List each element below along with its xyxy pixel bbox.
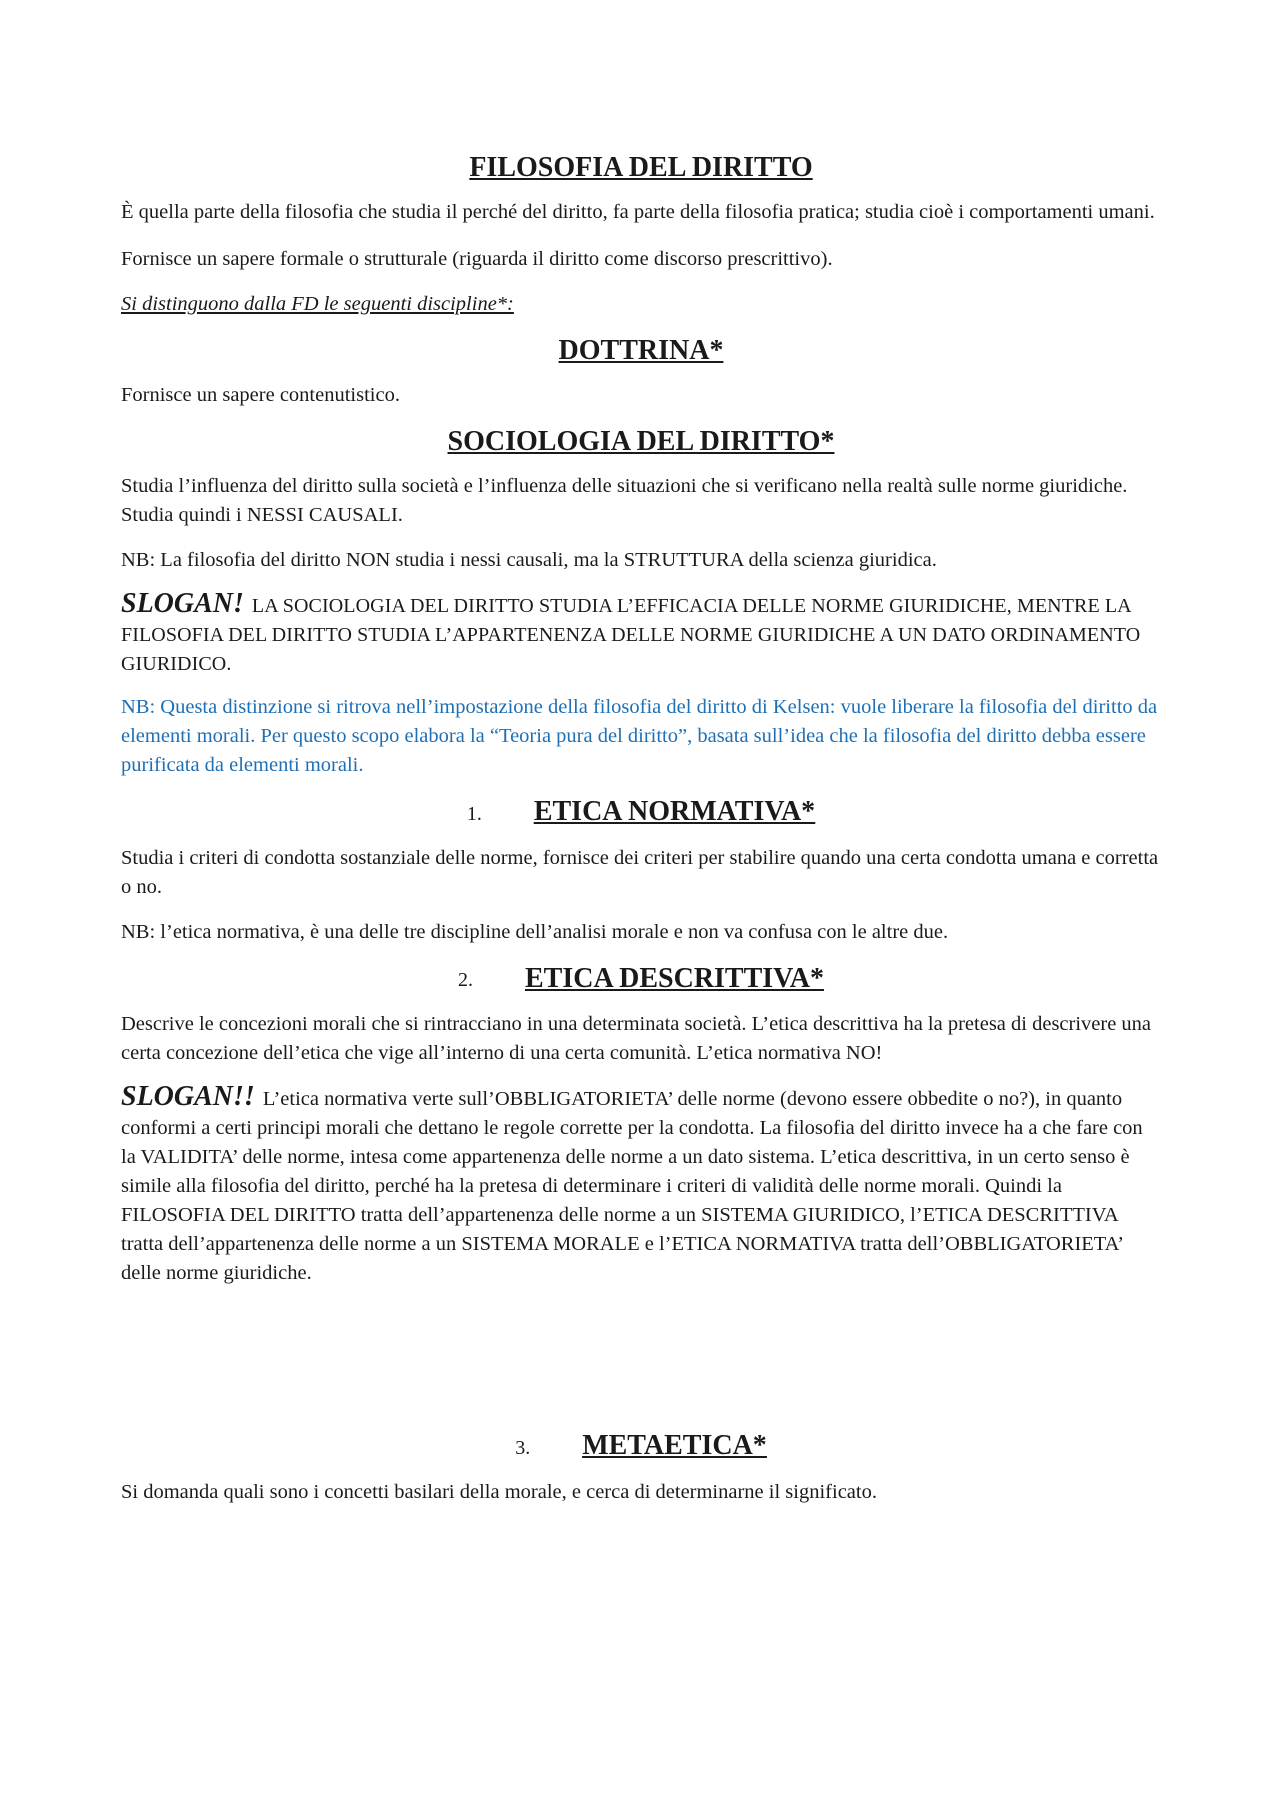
heading-dottrina: DOTTRINA* [558,335,724,366]
sociologia-text: Studia l’influenza del diritto sulla società e l’influenza delle situazioni che si verificano nella realtà sulle norme giuridiche. Studia quindi i NESSI CAUSALI. [121,475,1128,526]
etica-normativa-nb: NB: l’etica normativa, è una delle tre discipline dell’analisi morale e non va confusa con le altre due. [121,920,949,943]
section-title: METAETICA* [582,1430,767,1462]
etica-descrittiva-text: Descrive le concezioni morali che si rintracciano in una determinata società. L’etica descrittiva ha la pretesa di descrivere una certa concezione dell’etica che vige all’interno di una certa comunità. L’etica normativa NO! [121,1013,1152,1065]
section-title: ETICA DESCRITTIVA* [524,962,825,994]
intro-paragraph-2: Fornisce un sapere formale o strutturale (riguarda il diritto come discorso prescrittivo). [121,248,833,270]
slogan-label: SLOGAN! [121,588,244,619]
kelsen-note: NB: Questa distinzione si ritrova nell’impostazione della filosofia del diritto di Kelsen: vuole liberare la filosofia del diritto da elementi morali. Per questo scopo elabora la “Teoria pura del diritto”, basata sull’idea che la filosofia del diritto debba essere purificata da elementi morali. [121,696,1158,776]
sociologia-nb: NB: La filosofia del diritto NON studia i nessi causali, ma la STRUTTURA della scienza giuridica. [121,549,937,571]
heading-etica-descrittiva [121,961,1161,999]
disciplines-intro: Si distinguono dalla FD le seguenti discipline*: [121,293,514,315]
section-number: 2. [457,969,473,992]
dottrina-text: Fornisce un sapere contenutistico. [121,384,400,406]
slogan-text: LA SOCIOLOGIA DEL DIRITTO STUDIA L’EFFICACIA DELLE NORME GIURIDICHE, MENTRE LA FILOSOFIA DEL DIRITTO STUDIA L’APPARTENENZA DELLE NORME GIURIDICHE A UN DATO ORDINAMENTO GIURIDICO. [121,595,1141,675]
metaetica-text: Si domanda quali sono i concetti basilari della morale, e cerca di determinarne il significato. [121,1480,877,1503]
section-title: ETICA NORMATIVA* [533,796,816,827]
intro-paragraph-1: È quella parte della filosofia che studia il perché del diritto, fa parte della filosofia pratica; studia cioè i comportamenti umani. [121,201,1155,223]
heading-sociologia: SOCIOLOGIA DEL DIRITTO* [447,426,835,457]
section-number: 1. [466,802,482,825]
section-number: 3. [515,1436,531,1459]
heading-metaetica [121,1428,1161,1466]
heading-etica-normativa [121,794,1161,832]
sociologia-slogan [121,589,1161,679]
page-title: FILOSOFIA DEL DIRITTO [469,152,813,183]
etica-normativa-text: Studia i criteri di condotta sostanziale delle norme, fornisce dei criteri per stabilire quando una certa condotta umana e corretta o no. [121,846,1159,898]
slogan-label: SLOGAN!! [121,1081,255,1113]
etica-descrittiva-slogan [121,1082,1161,1288]
document-page [121,150,1161,1507]
slogan-text: L’etica normativa verte sull’OBBLIGATORIETA’ delle norme (devono essere obbedite o no?), in quanto conformi a certi principi morali che dettano le regole corrette per la condotta. La filosofia del diritto invece ha a che fare con la VALIDITA’ delle norme, intesa come appartenenza delle norme a un dato sistema. L’etica descrittiva, in un certo senso è simile alla filosofia del diritto, perché ha la pretesa di determinare i criteri di validità delle norme morali. Quindi la FILOSOFIA DEL DIRITTO tratta dell’appartenenza delle norme a un SISTEMA GIURIDICO, l’ETICA DESCRITTIVA tratta dell’appartenenza delle norme a un SISTEMA MORALE e l’ETICA NORMATIVA tratta dell’OBBLIGATORIETA’ delle norme giuridiche. [121,1088,1143,1285]
